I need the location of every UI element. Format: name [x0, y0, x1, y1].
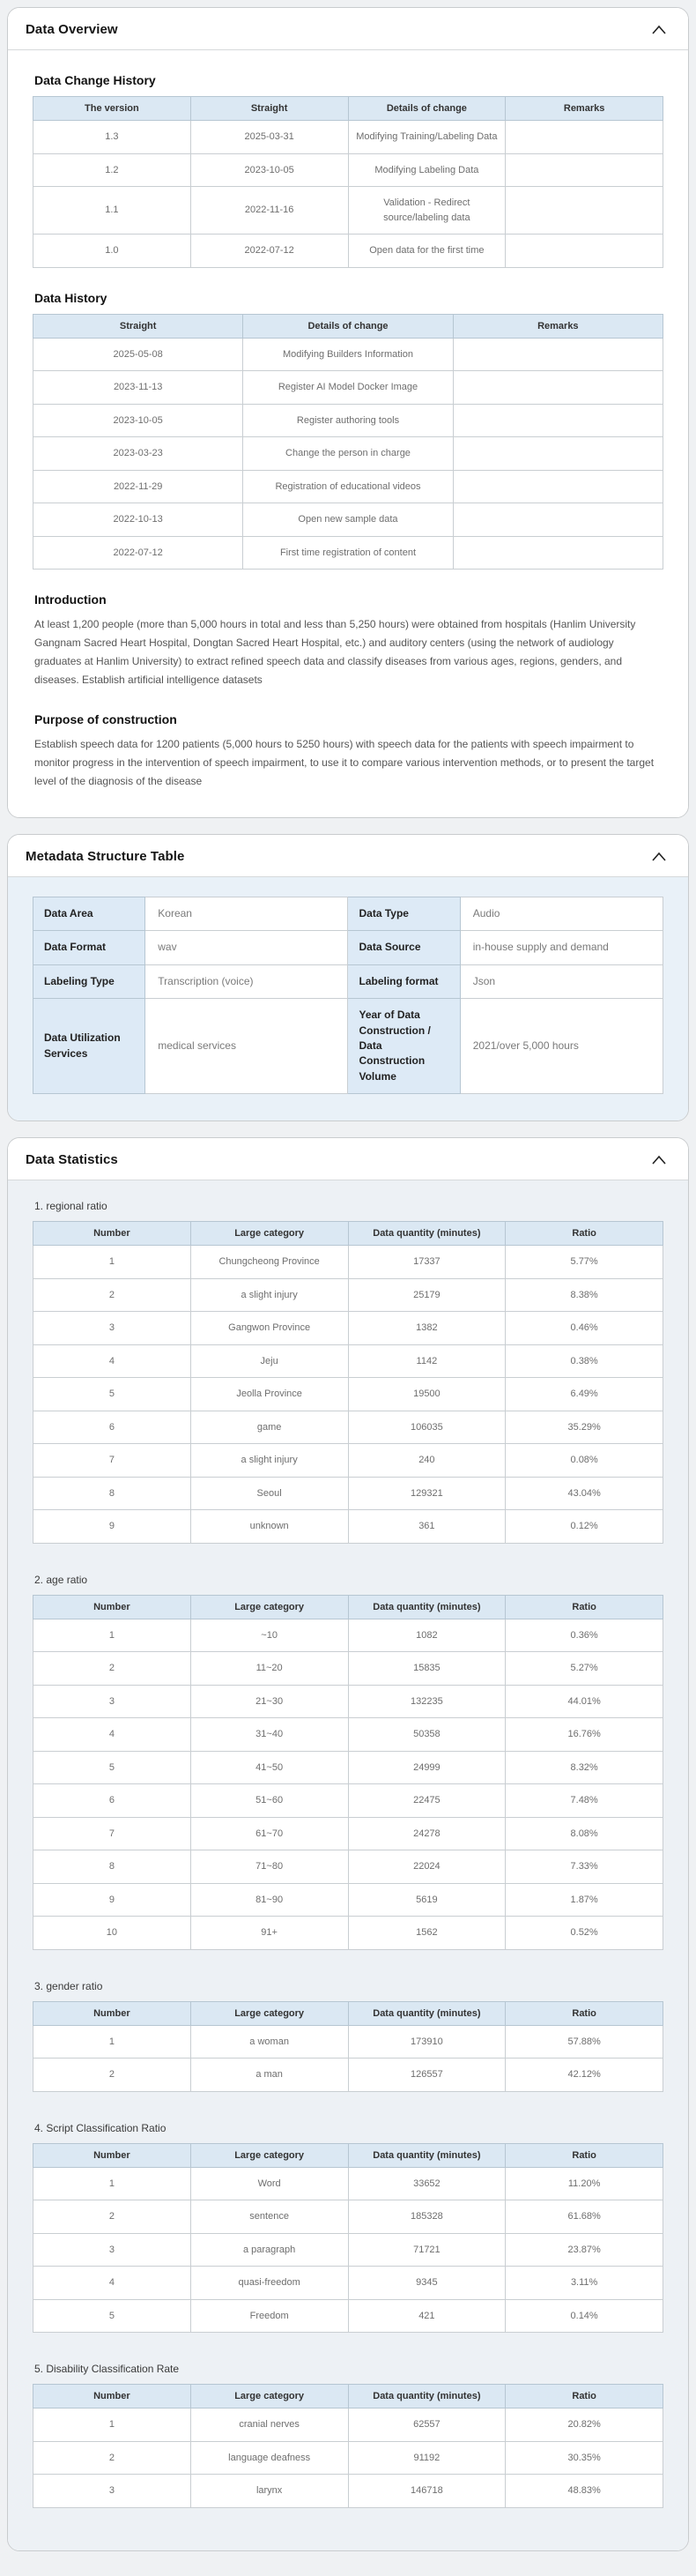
table-cell: Freedom: [190, 2299, 348, 2333]
table-row: [33, 2025, 663, 2059]
table-header-row: [33, 1595, 663, 1619]
age-ratio-label: 2. age ratio: [34, 1573, 88, 1586]
column-header: Data quantity (minutes): [348, 2385, 506, 2408]
table-cell: a paragraph: [190, 2233, 348, 2267]
table-cell: 0.38%: [506, 1344, 663, 1378]
table-cell: unknown: [190, 1510, 348, 1544]
column-header: Large category: [190, 2143, 348, 2167]
table-cell: 23.87%: [506, 2233, 663, 2267]
table-cell: 2022-07-12: [33, 536, 243, 570]
table-row: [33, 2441, 663, 2475]
table-cell: 6: [33, 1784, 191, 1818]
table-cell: 20.82%: [506, 2408, 663, 2442]
script-classification-label: 4. Script Classification Ratio: [34, 2121, 167, 2134]
column-header: The version: [33, 97, 191, 121]
table-cell: 2: [33, 2200, 191, 2234]
field-label: Labeling format: [348, 964, 460, 998]
column-header: Large category: [190, 1222, 348, 1246]
table-cell: 5: [33, 2299, 191, 2333]
script-classification-table: [33, 2143, 663, 2334]
change-history-heading: Data Change History: [34, 73, 156, 87]
table-cell: 240: [348, 1444, 506, 1478]
table-cell: Open new sample data: [243, 503, 453, 537]
table-row: [33, 1652, 663, 1686]
gender-ratio-section: [33, 1980, 663, 2092]
table-row: [33, 338, 663, 371]
metadata-table: [33, 897, 663, 1094]
table-cell: 1082: [348, 1619, 506, 1652]
column-header: Data quantity (minutes): [348, 2143, 506, 2167]
table-row: [33, 235, 663, 268]
table-cell: a slight injury: [190, 1444, 348, 1478]
table-cell: 9345: [348, 2267, 506, 2300]
column-header: Ratio: [506, 2385, 663, 2408]
table-cell: 2: [33, 1278, 191, 1312]
table-cell: 1142: [348, 1344, 506, 1378]
field-label: Data Utilization Services: [33, 999, 145, 1094]
table-row: [33, 2299, 663, 2333]
table-cell: a woman: [190, 2025, 348, 2059]
table-cell: 173910: [348, 2025, 506, 2059]
table-cell: 2022-11-16: [190, 187, 348, 235]
table-cell: 5.77%: [506, 1246, 663, 1279]
disability-classification-table: [33, 2384, 663, 2508]
table-cell: 91+: [190, 1917, 348, 1950]
table-cell: 1382: [348, 1312, 506, 1345]
data-overview-card: [7, 7, 689, 818]
table-cell: 22024: [348, 1850, 506, 1884]
regional-ratio-label: 1. regional ratio: [34, 1200, 107, 1213]
table-cell: 4: [33, 1718, 191, 1752]
table-row: [33, 2167, 663, 2200]
table-cell: 30.35%: [506, 2441, 663, 2475]
table-cell: 5619: [348, 1883, 506, 1917]
table-cell: 24278: [348, 1817, 506, 1850]
table-row: [33, 1619, 663, 1652]
change-history-table: [33, 96, 663, 268]
table-row: [33, 2059, 663, 2092]
table-cell: 15835: [348, 1652, 506, 1686]
table-cell: 1.3: [33, 121, 191, 154]
table-row: [33, 1344, 663, 1378]
field-value: wav: [145, 931, 348, 964]
table-row: [33, 536, 663, 570]
table-cell: larynx: [190, 2475, 348, 2508]
table-cell: 2023-03-23: [33, 437, 243, 471]
table-cell: 11.20%: [506, 2167, 663, 2200]
table-row: [33, 1312, 663, 1345]
table-row: [33, 1378, 663, 1411]
table-cell: Modifying Training/Labeling Data: [348, 121, 506, 154]
table-cell: [506, 121, 663, 154]
table-header-row: [33, 2143, 663, 2167]
table-cell: [453, 437, 663, 471]
table-cell: [506, 187, 663, 235]
table-row: [33, 1278, 663, 1312]
table-row: [33, 2200, 663, 2234]
metadata-structure-header[interactable]: [8, 835, 688, 877]
table-cell: 81~90: [190, 1883, 348, 1917]
table-header-row: [33, 1222, 663, 1246]
table-cell: Register authoring tools: [243, 404, 453, 437]
table-cell: ~10: [190, 1619, 348, 1652]
table-cell: a slight injury: [190, 1278, 348, 1312]
table-cell: 0.14%: [506, 2299, 663, 2333]
table-cell: 1: [33, 2408, 191, 2442]
table-cell: 57.88%: [506, 2025, 663, 2059]
table-header-row: [33, 2001, 663, 2025]
table-cell: 1: [33, 2167, 191, 2200]
column-header: Ratio: [506, 2001, 663, 2025]
table-cell: 361: [348, 1510, 506, 1544]
table-row: [33, 470, 663, 503]
table-cell: [506, 153, 663, 187]
table-row: [33, 404, 663, 437]
purpose-text: Establish speech data for 1200 patients (5,000 hours to 5250 hours) with speech data for the patients with speech impairment to monitor progress in the intervention of speech impairment, to use it to compare various intervention methods, or to present the target level of the diagnosis of the disease: [34, 738, 655, 787]
table-cell: 5: [33, 1751, 191, 1784]
table-cell: 3: [33, 2233, 191, 2267]
table-cell: [453, 470, 663, 503]
regional-ratio-table: [33, 1221, 663, 1544]
disability-classification-section: [33, 2363, 663, 2508]
metadata-row: [33, 897, 663, 931]
field-label: Data Area: [33, 897, 145, 931]
table-cell: Change the person in charge: [243, 437, 453, 471]
table-cell: 7: [33, 1817, 191, 1850]
column-header: Details of change: [348, 97, 506, 121]
table-cell: 41~50: [190, 1751, 348, 1784]
table-cell: 42.12%: [506, 2059, 663, 2092]
column-header: Large category: [190, 1595, 348, 1619]
column-header: Large category: [190, 2001, 348, 2025]
table-cell: 9: [33, 1883, 191, 1917]
table-cell: 7.33%: [506, 1850, 663, 1884]
table-cell: 62557: [348, 2408, 506, 2442]
table-cell: 17337: [348, 1246, 506, 1279]
table-cell: Open data for the first time: [348, 235, 506, 268]
chevron-up-icon[interactable]: [649, 850, 669, 864]
field-label: Labeling Type: [33, 964, 145, 998]
table-cell: [453, 536, 663, 570]
table-cell: 106035: [348, 1411, 506, 1444]
card-title: Metadata Structure Table: [26, 849, 185, 864]
table-cell: 2022-10-13: [33, 503, 243, 537]
table-row: [33, 1917, 663, 1950]
column-header: Large category: [190, 2385, 348, 2408]
data-history-heading: Data History: [34, 290, 107, 305]
table-row: [33, 121, 663, 154]
data-overview-header[interactable]: [8, 8, 688, 50]
table-header-row: [33, 2385, 663, 2408]
table-row: [33, 153, 663, 187]
table-cell: 16.76%: [506, 1718, 663, 1752]
disability-classification-label: 5. Disability Classification Rate: [34, 2363, 180, 2376]
table-cell: Gangwon Province: [190, 1312, 348, 1345]
table-cell: 0.46%: [506, 1312, 663, 1345]
table-row: [33, 437, 663, 471]
table-cell: 146718: [348, 2475, 506, 2508]
gender-ratio-label: 3. gender ratio: [34, 1979, 103, 1992]
table-cell: 31~40: [190, 1718, 348, 1752]
table-cell: Modifying Builders Information: [243, 338, 453, 371]
table-cell: 11~20: [190, 1652, 348, 1686]
table-cell: 8.38%: [506, 1278, 663, 1312]
table-cell: 7: [33, 1444, 191, 1478]
table-cell: 1.87%: [506, 1883, 663, 1917]
table-row: [33, 1444, 663, 1478]
table-cell: 51~60: [190, 1784, 348, 1818]
table-cell: 2023-11-13: [33, 371, 243, 405]
table-cell: 1: [33, 1619, 191, 1652]
table-cell: a man: [190, 2059, 348, 2092]
table-cell: 1562: [348, 1917, 506, 1950]
table-cell: 3: [33, 2475, 191, 2508]
field-label: Data Source: [348, 931, 460, 964]
field-value: Transcription (voice): [145, 964, 348, 998]
table-cell: 33652: [348, 2167, 506, 2200]
table-cell: 19500: [348, 1378, 506, 1411]
column-header: Number: [33, 2385, 191, 2408]
age-ratio-section: [33, 1574, 663, 1950]
table-cell: 61~70: [190, 1817, 348, 1850]
table-cell: 2: [33, 2059, 191, 2092]
table-row: [33, 1411, 663, 1444]
regional-ratio-section: [33, 1200, 663, 1544]
table-row: [33, 1751, 663, 1784]
table-cell: 50358: [348, 1718, 506, 1752]
table-cell: 2: [33, 1652, 191, 1686]
table-cell: 0.08%: [506, 1444, 663, 1478]
column-header: Remarks: [506, 97, 663, 121]
table-cell: 2025-05-08: [33, 338, 243, 371]
table-cell: 2: [33, 2441, 191, 2475]
table-cell: 25179: [348, 1278, 506, 1312]
column-header: Straight: [33, 314, 243, 338]
table-row: [33, 371, 663, 405]
table-cell: 1: [33, 1246, 191, 1279]
table-cell: 1.2: [33, 153, 191, 187]
chevron-up-icon[interactable]: [649, 1153, 669, 1167]
introduction-heading: Introduction: [34, 592, 107, 607]
table-cell: 22475: [348, 1784, 506, 1818]
column-header: Number: [33, 1222, 191, 1246]
field-label: Year of Data Construction / Data Construction Volume: [348, 999, 460, 1094]
table-cell: 3: [33, 1312, 191, 1345]
table-cell: 4: [33, 2267, 191, 2300]
table-cell: quasi-freedom: [190, 2267, 348, 2300]
table-cell: 8: [33, 1477, 191, 1510]
table-cell: 91192: [348, 2441, 506, 2475]
table-cell: 3.11%: [506, 2267, 663, 2300]
table-cell: Validation - Redirect source/labeling data: [348, 187, 506, 235]
table-cell: 2022-11-29: [33, 470, 243, 503]
table-cell: 3: [33, 1685, 191, 1718]
table-cell: Jeju: [190, 1344, 348, 1378]
column-header: Number: [33, 1595, 191, 1619]
table-row: [33, 187, 663, 235]
table-cell: 8.08%: [506, 1817, 663, 1850]
gender-ratio-table: [33, 2001, 663, 2092]
table-cell: sentence: [190, 2200, 348, 2234]
table-row: [33, 2233, 663, 2267]
table-cell: 48.83%: [506, 2475, 663, 2508]
table-cell: First time registration of content: [243, 536, 453, 570]
table-cell: Modifying Labeling Data: [348, 153, 506, 187]
field-value: Json: [460, 964, 663, 998]
field-label: Data Format: [33, 931, 145, 964]
table-cell: Word: [190, 2167, 348, 2200]
table-row: [33, 1477, 663, 1510]
table-cell: 44.01%: [506, 1685, 663, 1718]
table-row: [33, 1883, 663, 1917]
column-header: Straight: [190, 97, 348, 121]
table-cell: [453, 503, 663, 537]
table-cell: 2023-10-05: [190, 153, 348, 187]
table-row: [33, 2408, 663, 2442]
table-cell: [453, 404, 663, 437]
table-cell: 421: [348, 2299, 506, 2333]
data-statistics-card: [7, 1137, 689, 2551]
field-value: Korean: [145, 897, 348, 931]
metadata-row: [33, 999, 663, 1094]
table-cell: 126557: [348, 2059, 506, 2092]
table-cell: [453, 338, 663, 371]
field-value: in-house supply and demand: [460, 931, 663, 964]
table-cell: 8.32%: [506, 1751, 663, 1784]
table-cell: 1.0: [33, 235, 191, 268]
table-cell: 24999: [348, 1751, 506, 1784]
table-cell: 2022-07-12: [190, 235, 348, 268]
column-header: Data quantity (minutes): [348, 2001, 506, 2025]
introduction-text: At least 1,200 people (more than 5,000 hours in total and less than 5,250 hours) were obtained from hospitals (Hanlim University Gangnam Sacred Heart Hospital, Dongtan Sacred Heart Hospital, etc.) and auditory centers (using the network of audiology graduates at Hanlim University) to extract refined speech data and classify diseases from various ages, regions, genders, and diseases. Establish artificial intelligence datasets: [34, 618, 636, 686]
table-cell: 129321: [348, 1477, 506, 1510]
table-cell: 5.27%: [506, 1652, 663, 1686]
table-row: [33, 1718, 663, 1752]
column-header: Number: [33, 2143, 191, 2167]
table-cell: 4: [33, 1344, 191, 1378]
metadata-row: [33, 964, 663, 998]
table-cell: 35.29%: [506, 1411, 663, 1444]
data-history-table: [33, 314, 663, 570]
table-cell: 2023-10-05: [33, 404, 243, 437]
column-header: Number: [33, 2001, 191, 2025]
table-cell: cranial nerves: [190, 2408, 348, 2442]
table-cell: language deafness: [190, 2441, 348, 2475]
table-cell: 43.04%: [506, 1477, 663, 1510]
table-cell: 61.68%: [506, 2200, 663, 2234]
table-cell: 6: [33, 1411, 191, 1444]
table-cell: 71~80: [190, 1850, 348, 1884]
table-cell: Registration of educational videos: [243, 470, 453, 503]
table-row: [33, 1246, 663, 1279]
table-row: [33, 2267, 663, 2300]
script-classification-section: [33, 2122, 663, 2334]
table-cell: [506, 235, 663, 268]
table-cell: Register AI Model Docker Image: [243, 371, 453, 405]
table-cell: 8: [33, 1850, 191, 1884]
table-row: [33, 1817, 663, 1850]
table-cell: Seoul: [190, 1477, 348, 1510]
table-cell: 1.1: [33, 187, 191, 235]
table-cell: 6.49%: [506, 1378, 663, 1411]
table-row: [33, 1510, 663, 1544]
metadata-row: [33, 931, 663, 964]
table-cell: [453, 371, 663, 405]
column-header: Data quantity (minutes): [348, 1222, 506, 1246]
field-value: Audio: [460, 897, 663, 931]
card-title: Data Overview: [26, 22, 118, 37]
table-header-row: [33, 314, 663, 338]
table-cell: 5: [33, 1378, 191, 1411]
metadata-structure-card: [7, 834, 689, 1121]
column-header: Ratio: [506, 1222, 663, 1246]
table-cell: 0.36%: [506, 1619, 663, 1652]
table-cell: 10: [33, 1917, 191, 1950]
table-cell: 132235: [348, 1685, 506, 1718]
table-row: [33, 503, 663, 537]
field-label: Data Type: [348, 897, 460, 931]
card-title: Data Statistics: [26, 1152, 118, 1168]
column-header: Ratio: [506, 2143, 663, 2167]
table-cell: 71721: [348, 2233, 506, 2267]
table-cell: 185328: [348, 2200, 506, 2234]
table-row: [33, 1784, 663, 1818]
table-cell: game: [190, 1411, 348, 1444]
table-cell: 1: [33, 2025, 191, 2059]
column-header: Remarks: [453, 314, 663, 338]
purpose-heading: Purpose of construction: [34, 712, 177, 726]
column-header: Ratio: [506, 1595, 663, 1619]
table-row: [33, 2475, 663, 2508]
table-row: [33, 1685, 663, 1718]
table-cell: 7.48%: [506, 1784, 663, 1818]
column-header: Details of change: [243, 314, 453, 338]
field-value: 2021/over 5,000 hours: [460, 999, 663, 1094]
data-statistics-header[interactable]: [8, 1138, 688, 1180]
table-cell: 0.12%: [506, 1510, 663, 1544]
column-header: Data quantity (minutes): [348, 1595, 506, 1619]
table-cell: 21~30: [190, 1685, 348, 1718]
table-cell: 0.52%: [506, 1917, 663, 1950]
table-cell: Jeolla Province: [190, 1378, 348, 1411]
field-value: medical services: [145, 999, 348, 1094]
chevron-up-icon[interactable]: [649, 23, 669, 37]
age-ratio-table: [33, 1595, 663, 1950]
table-row: [33, 1850, 663, 1884]
table-cell: Chungcheong Province: [190, 1246, 348, 1279]
table-cell: 9: [33, 1510, 191, 1544]
table-cell: 2025-03-31: [190, 121, 348, 154]
table-header-row: [33, 97, 663, 121]
